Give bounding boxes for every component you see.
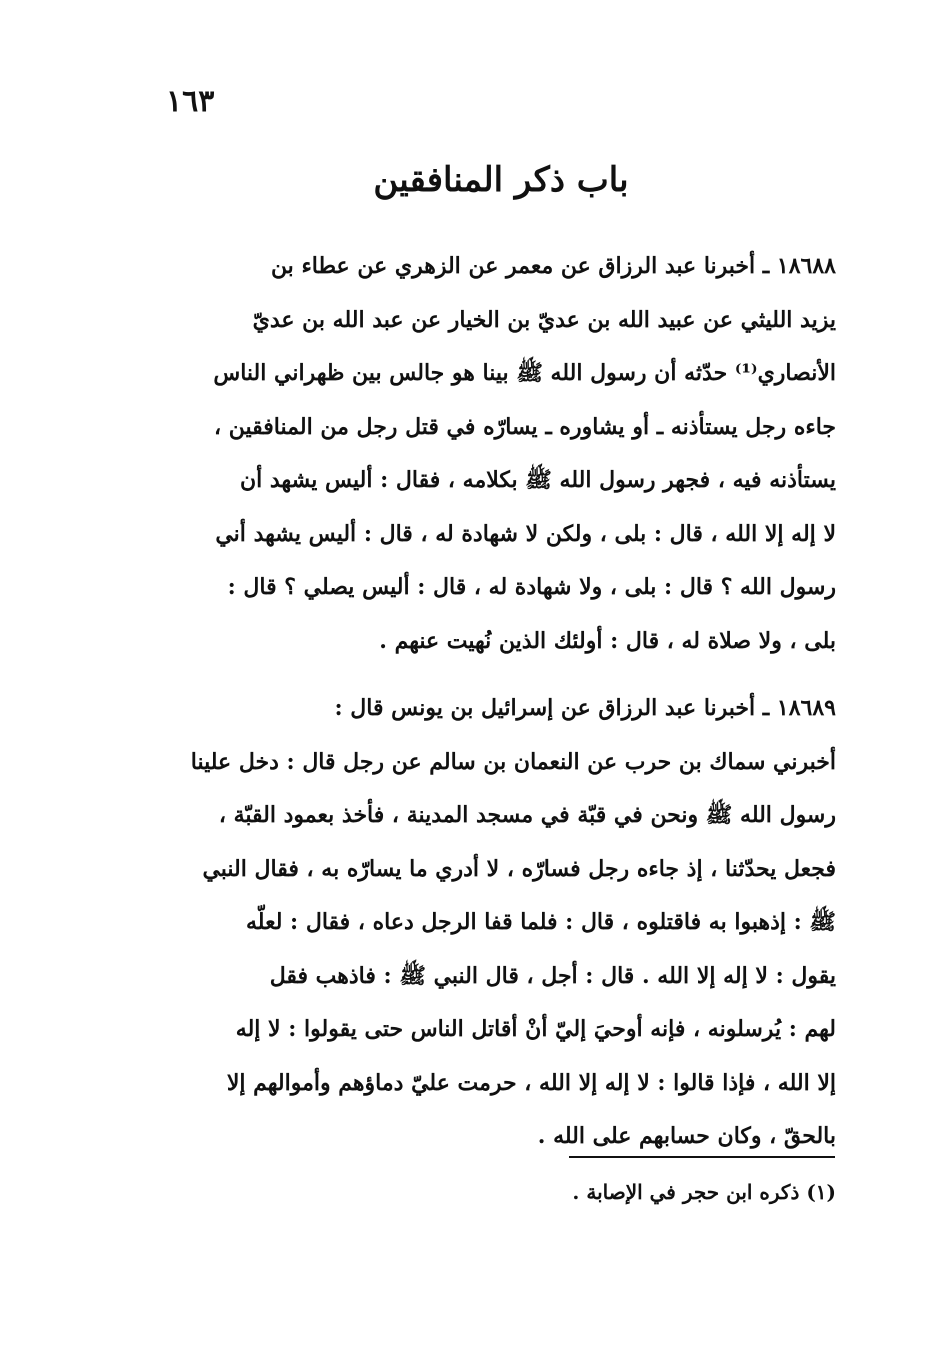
text-line: يستأذنه فيه ، فجهر رسول الله ﷺ بكلامه ، فقال : أليس يشهد أن	[239, 467, 836, 493]
text-line: رسول الله ؟ قال : بلى ، ولا شهادة له ، قال : أليس يصلي ؟ قال :	[227, 574, 836, 600]
footnote-divider	[569, 1156, 835, 1158]
hadith-18689	[166, 682, 836, 1164]
text-line: لا إله إلا الله ، قال : بلى ، ولكن لا شهادة له ، قال : أليس يشهد أني	[215, 520, 836, 547]
text-line: يقول : لا إله إلا الله . قال : أجل ، قال النبي ﷺ : فاذهب فقل	[269, 962, 836, 989]
text-line: رسول الله ﷺ ونحن في قبّة في مسجد المدينة ، فأخذ بعمود القبّة ،	[218, 802, 836, 828]
text-line: يزيد الليثي عن عبيد الله بن عديّ بن الخيار عن عبد الله بن عديّ	[252, 306, 836, 333]
text-line: الأنصاري⁽¹⁾ حدّثه أن رسول الله ﷺ بينا هو جالس بين ظهراني الناس	[213, 360, 836, 386]
chapter-title: باب ذكر المنافقين	[373, 160, 629, 200]
text-line: بالحقّ ، وكان حسابهم على الله .	[537, 1123, 836, 1149]
text-line: فجعل يحدّثنا ، إذ جاءه رجل فسارّه ، لا أدري ما يسارّه به ، فقال النبي	[202, 855, 836, 882]
text-line: ١٨٦٨٩ ـ أخبرنا عبد الرزاق عن إسرائيل بن يونس قال :	[334, 695, 836, 721]
text-line: جاءه رجل يستأذنه ـ أو يشاوره ـ يسارّه في قتل رجل من المنافقين ،	[214, 413, 836, 440]
text-line: أخبرني سماك بن حرب عن النعمان بن سالم عن رجل قال : دخل علينا	[190, 748, 836, 775]
text-line: إلا الله ، فإذا قالوا : لا إله إلا الله ، حرمت عليّ دماؤهم وأموالهم إلا	[226, 1069, 836, 1096]
footnote: (١) ذكره ابن حجر في الإصابة .	[572, 1180, 836, 1204]
page-number: ١٦٣	[166, 84, 215, 119]
text-line: لهم : يُرسلونه ، فإنه أوحيَ إليّ أنْ أقاتل الناس حتى يقولوا : لا إله	[235, 1016, 836, 1042]
body-text	[166, 240, 836, 1164]
text-line: ١٨٦٨٨ ـ أخبرنا عبد الرزاق عن معمر عن الزهري عن عطاء بن	[270, 253, 836, 279]
text-line: ﷺ : إذهبوا به فاقتلوه ، قال : فلما قفا الرجل دعاه ، فقال : لعلّه	[246, 909, 836, 935]
hadith-18688	[166, 240, 836, 668]
text-line: بلى ، ولا صلاة له ، قال : أولئك الذين نُهيت عنهم .	[379, 627, 836, 654]
